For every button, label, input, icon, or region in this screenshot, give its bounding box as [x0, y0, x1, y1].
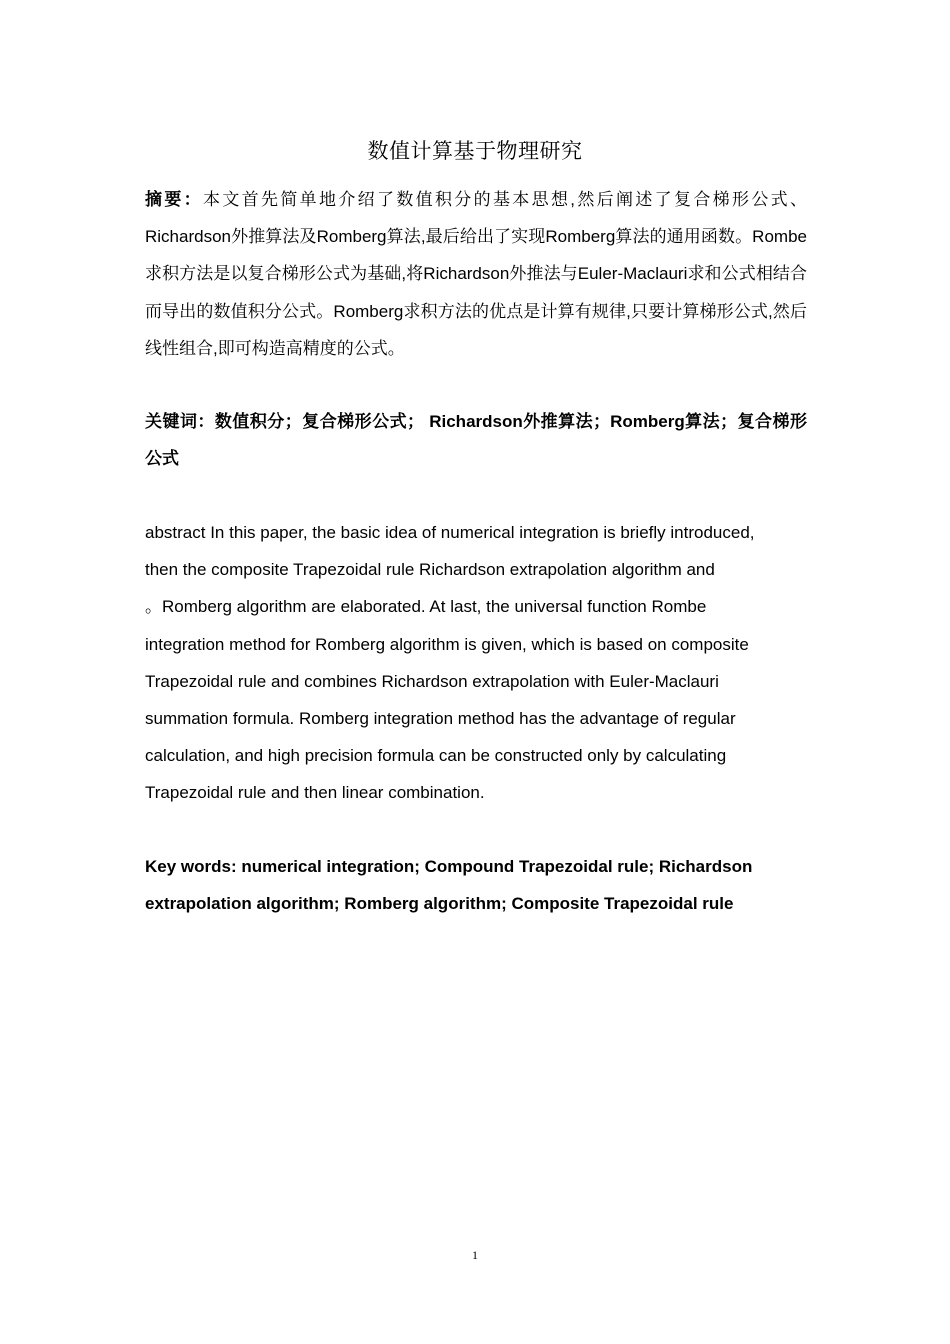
- english-abstract-line: summation formula. Romberg integration method has the advantage of regular: [145, 708, 736, 728]
- abstract-label: 摘要：: [145, 190, 203, 209]
- english-abstract-line: integration method for Romberg algorithm is given, which is based on composite: [145, 634, 749, 654]
- english-keywords-line: Key words: numerical integration; Compound Trapezoidal rule; Richardson: [145, 857, 753, 876]
- chinese-keywords: 关键词：数值积分；复合梯形公式； Richardson外推算法；Romberg算法；复合梯形公式: [145, 412, 807, 469]
- page-number: 1: [472, 1248, 478, 1262]
- document-title: 数值计算基于物理研究: [367, 139, 583, 163]
- english-abstract-line: 。Romberg algorithm are elaborated. At last, the universal function Rombe: [145, 597, 707, 617]
- abstract-text: 本文首先简单地介绍了数值积分的基本思想,然后阐述了复合梯形公式、Richardson外推算法及Romberg算法,最后给出了实现Romberg算法的通用函数。Rombe求积方法是以复合梯形公式为基础,将Richardson外推法与Euler-Maclauri求和公式相结合而导出的数值积分公式。Romberg求积方法的优点是计算有规律,只要计算梯形公式,然后线性组合,即可构造高精度的公式。: [145, 190, 807, 358]
- english-abstract-line: calculation, and high precision formula can be constructed only by calculating: [145, 746, 727, 766]
- english-abstract-line: Trapezoidal rule and combines Richardson extrapolation with Euler-Maclauri: [145, 671, 719, 691]
- english-abstract-line: abstract In this paper, the basic idea of numerical integration is briefly introduced,: [145, 523, 755, 542]
- english-keywords-line: extrapolation algorithm; Romberg algorithm; Composite Trapezoidal rule: [145, 894, 734, 914]
- english-abstract: [145, 514, 807, 812]
- english-abstract-line: Trapezoidal rule and then linear combination.: [145, 783, 485, 803]
- chinese-abstract: [145, 181, 807, 367]
- english-keywords: [145, 848, 807, 922]
- english-abstract-line: then the composite Trapezoidal rule Richardson extrapolation algorithm and: [145, 560, 715, 580]
